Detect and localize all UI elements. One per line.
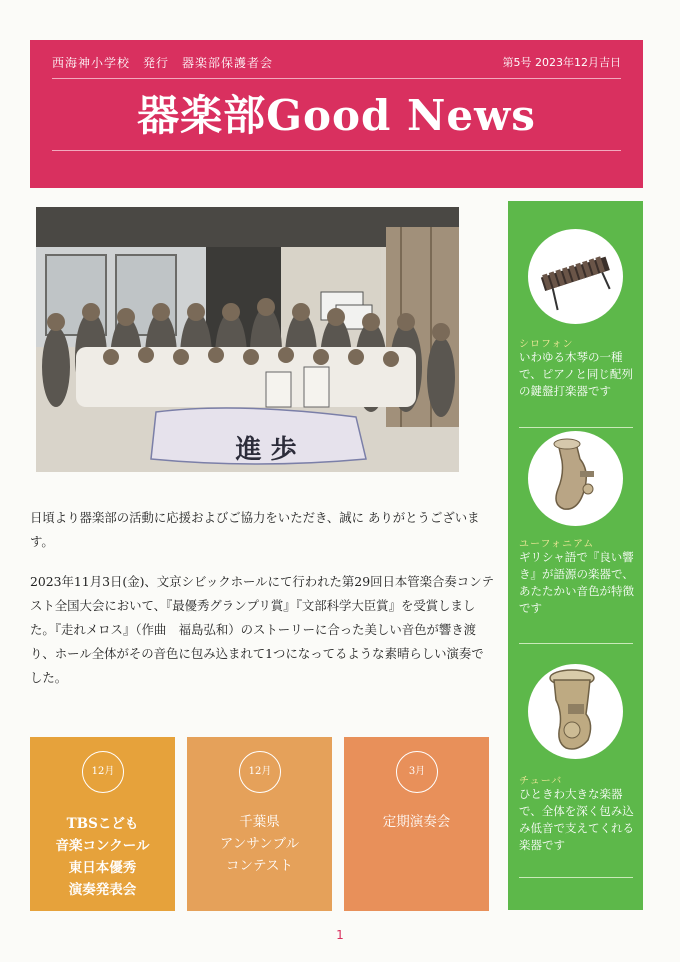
banner-text: 進 歩 [235,435,297,465]
event-title-line: コンテスト [226,858,293,874]
instrument-description: ギリシャ語で『良い響き』が語源の楽器で、あたたかい音色が特徴です [519,550,634,615]
header-divider [52,150,621,151]
header-meta [52,54,621,72]
event-card [187,737,332,911]
instrument-sidebar [508,201,643,910]
event-title-line: 音楽コンクール [55,838,150,854]
event-title-line: TBSこども [66,816,139,832]
instrument-description: いわゆる木琴の一種で、ピアノと同じ配列の鍵盤打楽器です [519,350,633,398]
greeting-paragraph: 日頃より器楽部の活動に応援およびご協力をいただき、誠に ありがとうございます。 [30,510,480,549]
event-title-line: アンサンブル [219,836,300,852]
instrument-name: シロフォン [519,339,574,350]
instrument-name: チューバ [519,776,563,787]
event-card [30,737,175,911]
event-month-badge: 12月 [82,751,124,793]
event-card [344,737,489,911]
publisher-text: 西海神小学校 発行 器楽部保護者会 [52,56,274,70]
newsletter-title: 器楽部Good News [137,91,536,140]
event-title-line: 演奏発表会 [68,882,137,898]
event-month-badge: 12月 [239,751,281,793]
page-number: 1 [336,928,344,942]
event-month-badge: 3月 [396,751,438,793]
event-title [344,811,489,833]
newsletter-header [30,40,643,188]
band-group-photo [36,207,459,472]
xylophone-icon [528,229,623,324]
sidebar-divider [519,427,633,428]
event-title [187,811,332,877]
event-title-line: 千葉県 [239,814,280,830]
sidebar-divider [519,877,633,878]
euphonium-icon [528,431,623,526]
instrument-description: ひときわ大きな楽器で、全体を深く包み込み低音で支えてくれる楽器です [519,787,634,852]
instrument-name: ユーフォニアム [519,539,595,550]
contest-report-paragraph: 2023年11月3日(金)、文京シビックホールにて行われた第29回日本管楽合奏コンテスト全国大会において、『最優秀グランプリ賞』『文部科学大臣賞』を受賞しました。『走れメロス』（作曲 福島弘和）のストーリーに合った美しい音色が響き渡り、ホール全体がその音色に包み込まれて1つになってるような素晴らしい演奏でした。 [30,574,494,685]
tuba-icon [528,664,623,759]
event-title-line: 東日本優秀 [68,860,137,876]
issue-text: 第5号 2023年12月吉日 [502,56,621,69]
header-divider [52,78,621,79]
sidebar-divider [519,643,633,644]
event-title [30,813,175,901]
event-title-line: 定期演奏会 [382,814,451,830]
